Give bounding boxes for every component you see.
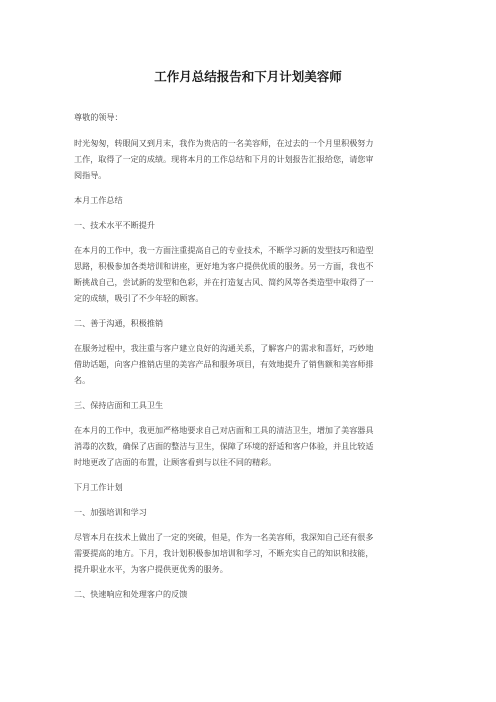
section-heading-plan: 下月工作计划 <box>74 482 123 492</box>
paragraph-line: 名。 <box>74 375 91 385</box>
subheading: 二、善于沟通，积极推销 <box>74 318 164 328</box>
subheading: 二、快速响应和处理客户的反馈 <box>74 589 188 599</box>
paragraph-line: 需要提高的地方。下月，我计划积极参加培训和学习，不断充实自己的知识和技能， <box>74 548 374 558</box>
paragraph-line: 思路，积极参加各类培训和讲座，更好地为客户提供优质的服务。另一方面，我也不 <box>74 261 374 271</box>
paragraph-line: 提升职业水平，为客户提供更优秀的服务。 <box>74 564 228 574</box>
document-title: 工作月总结报告和下月计划美容师 <box>154 69 342 84</box>
paragraph-line: 在本月的工作中，我一方面注重提高自己的专业技术，不断学习新的发型技巧和造型 <box>74 245 374 255</box>
subheading: 一、技术水平不断提升 <box>74 220 155 230</box>
subheading: 三、保持店面和工具卫生 <box>74 400 164 410</box>
paragraph-line: 断挑战自己，尝试新的发型和色彩，并在打造复古风、简约风等各类造型中取得了一 <box>74 277 374 287</box>
paragraph-line: 时地更改了店面的布置，让顾客看到与以往不同的精彩。 <box>74 457 277 467</box>
intro-line: 阅指导。 <box>74 170 107 180</box>
intro-line: 工作，取得了一定的成绩。现将本月的工作总结和下月的计划报告汇报给您，请您审 <box>74 154 374 164</box>
paragraph-line: 在服务过程中，我注重与客户建立良好的沟通关系，了解客户的需求和喜好，巧妙地 <box>74 343 374 353</box>
paragraph-line: 尽管本月在技术上做出了一定的突破，但是，作为一名美容师，我深知自己还有很多 <box>74 532 374 542</box>
paragraph-line: 在本月的工作中，我更加严格地要求自己对店面和工具的清洁卫生，增加了美容器具 <box>74 425 374 435</box>
subheading: 一、加强培训和学习 <box>74 507 147 517</box>
section-heading-summary: 本月工作总结 <box>74 195 123 205</box>
greeting: 尊敬的领导： <box>74 112 123 122</box>
intro-line: 时光匆匆，转眼间又到月末，我作为贵店的一名美容师，在过去的一个月里积极努力 <box>74 138 374 148</box>
paragraph-line: 借助话题，向客户推销店里的美容产品和服务项目，有效地提升了销售额和美容师排 <box>74 359 374 369</box>
paragraph-line: 消毒的次数，确保了店面的整洁与卫生，保障了环境的舒适和客户体验，并且比较适 <box>74 441 374 451</box>
paragraph-line: 定的成绩，吸引了不少年轻的顾客。 <box>74 293 204 303</box>
